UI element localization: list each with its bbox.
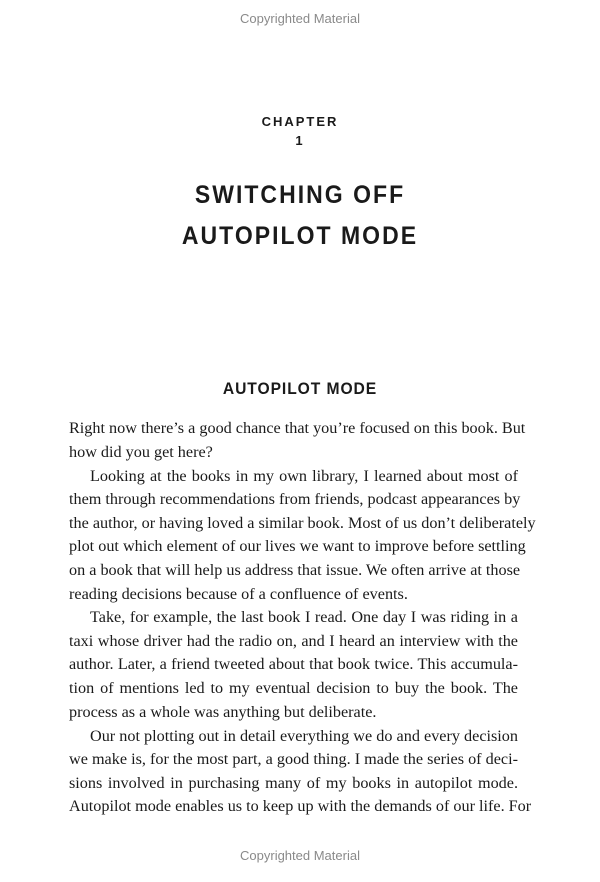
text-line: Our not plotting out in detail everything we do and every decision [90, 727, 518, 745]
text-line: we make is, for the most part, a good thing. I made the series of deci- [69, 750, 518, 768]
text-line: Looking at the books in my own library, I learned about most of [90, 467, 518, 485]
text-line: plot out which element of our lives we want to improve before settling [69, 537, 526, 555]
chapter-title-line-1: SWITCHING OFF [194, 181, 406, 209]
text-line: how did you get here? [69, 443, 213, 461]
text-line: Right now there’s a good chance that you’re focused on this book. But [69, 419, 526, 437]
chapter-label: CHAPTER [261, 114, 339, 129]
text-line: reading decisions because of a confluence of events. [69, 585, 408, 603]
text-line: on a book that will help us address that issue. We often arrive at those [69, 561, 521, 579]
text-line: the author, or having loved a similar book. Most of us don’t deliberately [69, 514, 536, 532]
text-line: sions involved in purchasing many of my books in autopilot mode. [69, 774, 518, 792]
copyright-watermark-top: Copyrighted Material [240, 11, 360, 26]
chapter-number: 1 [295, 133, 305, 148]
text-line: process as a whole was anything but deliberate. [69, 703, 377, 721]
chapter-title-line-2: AUTOPILOT MODE [181, 222, 419, 250]
section-heading: AUTOPILOT MODE [222, 379, 378, 398]
text-line: them through recommendations from friends, podcast appearances by [69, 490, 521, 508]
text-line: author. Later, a friend tweeted about that book twice. This accumula- [69, 655, 518, 673]
text-line: taxi whose driver had the radio on, and I heard an interview with the [69, 632, 518, 650]
text-line: Autopilot mode enables us to keep up with the demands of our life. For [69, 797, 532, 815]
text-line: tion of mentions led to my eventual decision to buy the book. The [69, 679, 518, 697]
copyright-watermark-bottom: Copyrighted Material [240, 848, 360, 863]
text-line: Take, for example, the last book I read. One day I was riding in a [90, 608, 518, 626]
